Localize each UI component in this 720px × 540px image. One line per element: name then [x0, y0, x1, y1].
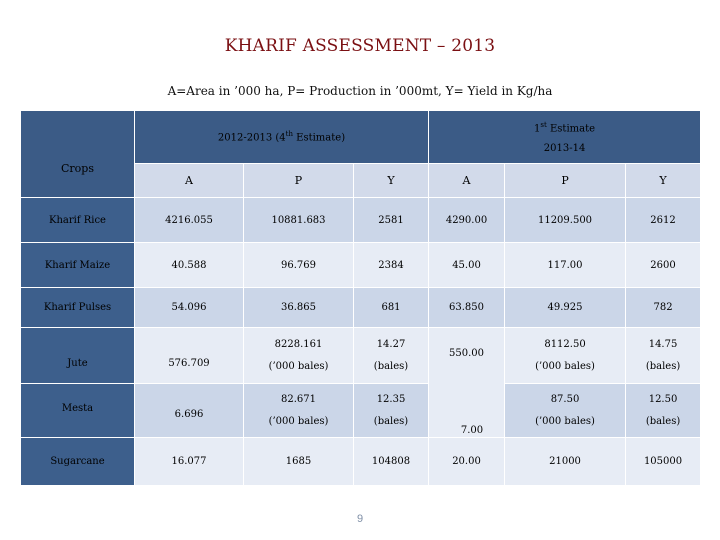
- value-cell: 681: [354, 288, 429, 328]
- value-cell: 10881.683: [244, 198, 354, 243]
- header-row-groups: [21, 111, 701, 164]
- crop-name: Kharif Pulses: [21, 288, 135, 328]
- value-cell: 40.588: [135, 243, 244, 288]
- value-cell: 12.35 (bales): [354, 384, 429, 438]
- value-cell: 2384: [354, 243, 429, 288]
- crop-name: Jute: [21, 328, 135, 384]
- value-cell: 6.696: [135, 384, 244, 438]
- value-cell: 8228.161 (’000 bales): [244, 328, 354, 384]
- value-cell: 45.00: [429, 243, 505, 288]
- value-cell: 117.00: [505, 243, 626, 288]
- crop-name: Kharif Rice: [21, 198, 135, 243]
- table-row: [21, 198, 701, 243]
- value-cell: 96.769: [244, 243, 354, 288]
- table-row: [21, 384, 701, 438]
- mesta-area-2013-14: 7.00: [460, 425, 484, 436]
- value-cell: 2600: [626, 243, 701, 288]
- page-number: 9: [356, 513, 364, 525]
- crop-name: Mesta: [21, 384, 135, 438]
- table-row: [21, 328, 701, 384]
- col-header-p1: P: [244, 164, 354, 198]
- col-header-y2: Y: [626, 164, 701, 198]
- value-cell: 782: [626, 288, 701, 328]
- value-cell: 16.077: [135, 438, 244, 486]
- units-legend: A=Area in ’000 ha, P= Production in ’000mt, Y= Yield in Kg/ha: [167, 84, 553, 98]
- value-cell: 21000: [505, 438, 626, 486]
- value-cell: 104808: [354, 438, 429, 486]
- value-cell: 4290.00: [429, 198, 505, 243]
- value-cell: 1685: [244, 438, 354, 486]
- table-row: [21, 438, 701, 486]
- value-cell: 4216.055: [135, 198, 244, 243]
- kharif-assessment-table: [20, 110, 701, 486]
- value-cell: 8112.50 (’000 bales): [505, 328, 626, 384]
- value-cell: 87.50 (’000 bales): [505, 384, 626, 438]
- table-row: [21, 288, 701, 328]
- col-header-p2: P: [505, 164, 626, 198]
- value-cell: 49.925: [505, 288, 626, 328]
- crops-header: Crops: [21, 111, 135, 198]
- value-cell: 82.671 (’000 bales): [244, 384, 354, 438]
- value-cell: 576.709: [135, 328, 244, 384]
- value-cell: 14.27 (bales): [354, 328, 429, 384]
- value-cell: 11209.500: [505, 198, 626, 243]
- value-cell: 12.50 (bales): [626, 384, 701, 438]
- value-cell: 36.865: [244, 288, 354, 328]
- slide-title: KHARIF ASSESSMENT – 2013: [224, 36, 496, 56]
- value-cell: 20.00: [429, 438, 505, 486]
- value-cell: 63.850: [429, 288, 505, 328]
- value-cell: 2612: [626, 198, 701, 243]
- col-header-a1: A: [135, 164, 244, 198]
- col-header-y1: Y: [354, 164, 429, 198]
- value-cell: 54.096: [135, 288, 244, 328]
- value-cell: 14.75 (bales): [626, 328, 701, 384]
- group-header-2013-14: 1st Estimate 2013-14: [429, 111, 701, 164]
- col-header-a2: A: [429, 164, 505, 198]
- value-cell: 105000: [626, 438, 701, 486]
- group-header-2012-13: 2012-2013 (4th Estimate): [135, 111, 429, 164]
- value-cell: 2581: [354, 198, 429, 243]
- table-row: [21, 243, 701, 288]
- value-cell: 550.00: [429, 328, 505, 438]
- crop-name: Kharif Maize: [21, 243, 135, 288]
- crop-name: Sugarcane: [21, 438, 135, 486]
